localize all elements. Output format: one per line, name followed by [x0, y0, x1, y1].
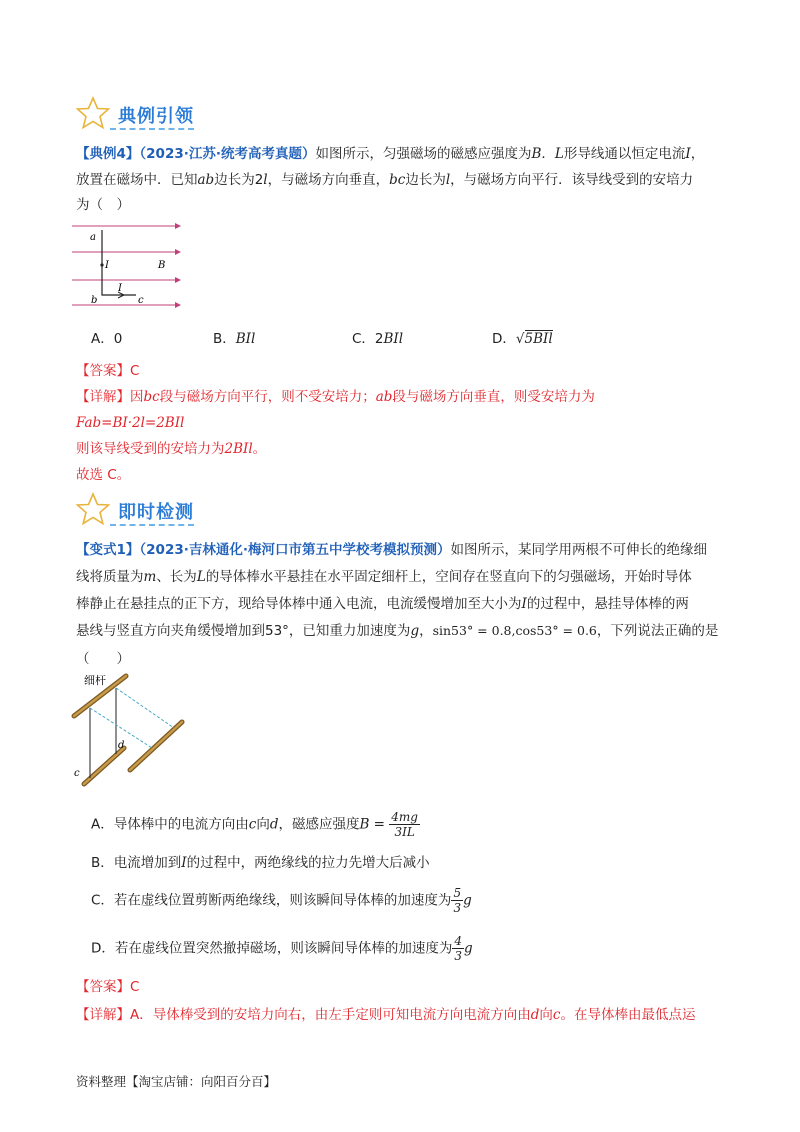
variant1-option-b[interactable]: B．电流增加到I的过程中，两绝缘线的拉力先增大后减小	[91, 855, 430, 871]
example4-option-a[interactable]: A．0	[91, 331, 123, 347]
svg-text:d: d	[118, 740, 125, 751]
figure-l-wire	[68, 220, 186, 312]
example4-detail-formula: Fab=BI·2l=2BIl	[76, 415, 185, 431]
example4-answer: 【答案】C	[76, 363, 140, 379]
section-title-examples: 典例引领	[118, 106, 194, 127]
svg-text:c: c	[138, 295, 144, 306]
section-title-check: 即时检测	[118, 502, 194, 523]
variant1-option-d[interactable]: D．若在虚线位置突然撤掉磁场，则该瞬间导体棒的加速度为 $\frac{4}{3}$ g	[91, 934, 473, 963]
example4-tag: 【典例4】	[76, 146, 140, 162]
variant1-line2: 线将质量为m、长为L的导体棒水平悬挂在水平固定细杆上，空间存在竖直向下的匀强磁场，开始时导体	[76, 569, 692, 585]
variant1-line5: （ ）	[76, 651, 130, 667]
svg-text:I: I	[105, 260, 109, 271]
svg-text:细杆: 细杆	[84, 674, 106, 687]
svg-text:c: c	[74, 768, 80, 779]
example4-detail-line3: 则该导线受到的安培力为2BIl。	[76, 441, 267, 457]
svg-text:I: I	[118, 283, 122, 294]
example4-source: （2023·江苏·统考高考真题）	[139, 146, 316, 162]
example4-line3: 为（ ）	[76, 197, 130, 213]
variant1-line3: 棒静止在悬挂点的正下方，现给导体棒中通入电流，电流缓慢增加至大小为I的过程中，悬挂导体棒的两	[76, 596, 689, 612]
example4-option-d[interactable]: D．√5BIl	[492, 331, 553, 347]
example4-option-b[interactable]: B．BIl	[213, 331, 256, 347]
footer-text: 资料整理【淘宝店铺：向阳百分百】	[76, 1074, 277, 1089]
figure-hanging-rod	[70, 670, 190, 790]
svg-text:b: b	[91, 295, 98, 306]
variant1-answer: 【答案】C	[76, 979, 140, 995]
example4-line2: 放置在磁场中．已知ab边长为2l，与磁场方向垂直，bc边长为l，与磁场方向平行．该导线受到的安培力	[76, 172, 694, 188]
svg-text:a: a	[90, 232, 96, 243]
variant1-option-c[interactable]: C．若在虚线位置剪断两绝缘线，则该瞬间导体棒的加速度为 $\frac{5}{3}$ g	[91, 886, 472, 915]
example4-detail-line4: 故选 C。	[76, 467, 131, 483]
star-icon	[76, 96, 110, 130]
example4-option-c[interactable]: C．2BIl	[352, 331, 404, 347]
example4-line1: 【典例4】（2023·江苏·统考高考真题）如图所示，匀强磁场的磁感应强度为B．L形导线通以恒定电流I，	[76, 146, 705, 162]
star-icon	[76, 492, 110, 526]
variant1-line4: 悬线与竖直方向夹角缓慢增加到53°，已知重力加速度为g，sin53° = 0.8,cos53° = 0.6，下列说法正确的是	[76, 623, 719, 639]
variant1-detail-line1: 【详解】A．导体棒受到的安培力向右，由左手定则可知电流方向电流方向由d向c。在导体棒由最低点运	[76, 1007, 696, 1023]
variant1-option-a[interactable]: A．导体棒中的电流方向由c向d，磁感应强度B = $\frac{4mg}{3IL}$	[91, 810, 418, 839]
svg-text:B: B	[158, 260, 166, 271]
section-title-underline	[110, 524, 194, 526]
example4-detail-line1: 【详解】因bc段与磁场方向平行，则不受安培力；ab段与磁场方向垂直，则受安培力为	[76, 389, 595, 405]
section-title-underline	[110, 128, 194, 130]
variant1-line1: 【变式1】（2023·吉林通化·梅河口市第五中学校考模拟预测）如图所示，某同学用两根不可伸长的绝缘细	[76, 542, 707, 558]
